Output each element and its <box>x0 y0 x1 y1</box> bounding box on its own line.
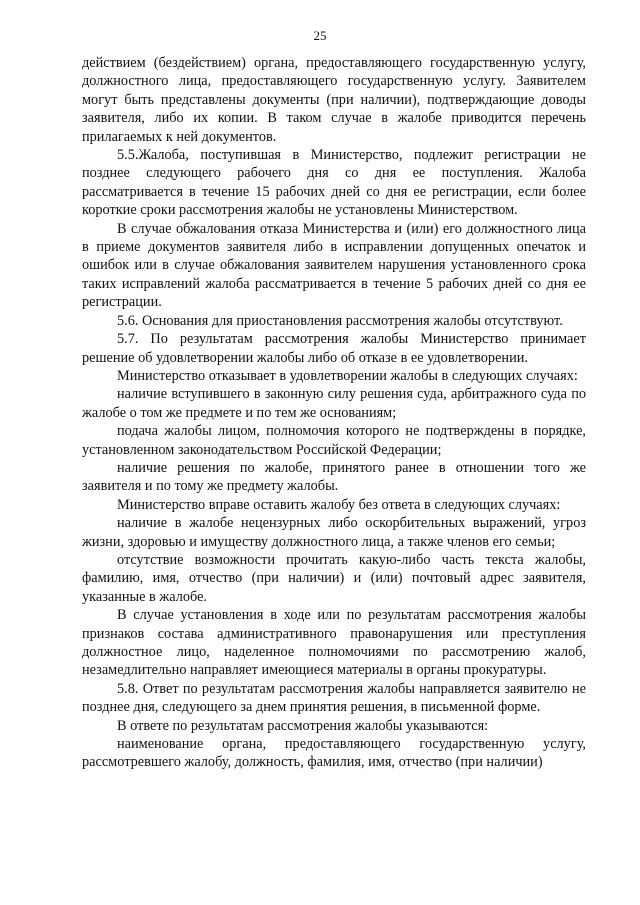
paragraph: отсутствие возможности прочитать какую-либо часть текста жалобы, фамилию, имя, отчество (при наличии) и (или) почтовый адрес заявителя, указанные в жалобе. <box>82 551 586 605</box>
paragraph: В ответе по результатам рассмотрения жалобы указываются: <box>117 717 489 734</box>
paragraph: наименование органа, предоставляющего государственную услугу, рассмотревшего жалобу, должность, фамилия, имя, отчество (при наличии) <box>82 736 586 771</box>
paragraph: подача жалобы лицом, полномочия которого не подтверждены в порядке, установленном законодательством Российской Федерации; <box>82 423 586 458</box>
paragraph: 5.6. Основания для приостановления рассмотрения жалобы отсутствуют. <box>117 312 563 329</box>
page-number: 25 <box>313 28 327 43</box>
paragraph: действием (бездействием) органа, предоставляющего государственную услугу, должностного лица, предоставляющего государственную услугу. Заявителем могут быть представлены документы (при наличии), подтверждающие доводы заявителя, либо их копии. В таком случае в жалобе приводится перечень прилагаемых к ней документов. <box>82 55 586 145</box>
paragraph: наличие вступившего в законную силу решения суда, арбитражного суда по жалобе о том же предмете и по тем же основаниям; <box>82 386 586 421</box>
paragraph: наличие в жалобе нецензурных либо оскорбительных выражений, угроз жизни, здоровью и имуществу должностного лица, а также членов его семьи; <box>82 515 586 550</box>
paragraph: 5.5.Жалоба, поступившая в Министерство, подлежит регистрации не позднее следующего рабочего дня со дня ее поступления. Жалоба рассматривается в течение 15 рабочих дней со дня ее регистрации, если более короткие сроки рассмотрения жалобы не установлены Министерством. <box>82 147 586 219</box>
paragraph: В случае обжалования отказа Министерства и (или) его должностного лица в приеме документов заявителя либо в исправлении допущенных опечаток и ошибок или в случае обжалования заявителем нарушения установленного срока таких исправлений жалоба рассматривается в течение 5 рабочих дней со дня ее регистрации. <box>82 220 586 311</box>
paragraph: 5.7. По результатам рассмотрения жалобы Министерство принимает решение об удовлетворении жалобы либо об отказе в ее удовлетворении. <box>82 331 586 366</box>
paragraph: наличие решения по жалобе, принятого ранее в отношении того же заявителя и по тому же предмету жалобы. <box>82 459 586 495</box>
document-body <box>82 54 586 772</box>
paragraph: В случае установления в ходе или по результатам рассмотрения жалобы признаков состава административного правонарушения или преступления должностное лицо, наделенное полномочиями по рассмотрению жалоб, незамедлительно направляет имеющиеся материалы в органы прокуратуры. <box>82 607 586 679</box>
paragraph: Министерство вправе оставить жалобу без ответа в следующих случаях: <box>117 496 561 513</box>
paragraph: Министерство отказывает в удовлетворении жалобы в следующих случаях: <box>117 367 578 384</box>
paragraph: 5.8. Ответ по результатам рассмотрения жалобы направляется заявителю не позднее дня, следующего за днем принятия решения, в письменной форме. <box>82 680 586 716</box>
